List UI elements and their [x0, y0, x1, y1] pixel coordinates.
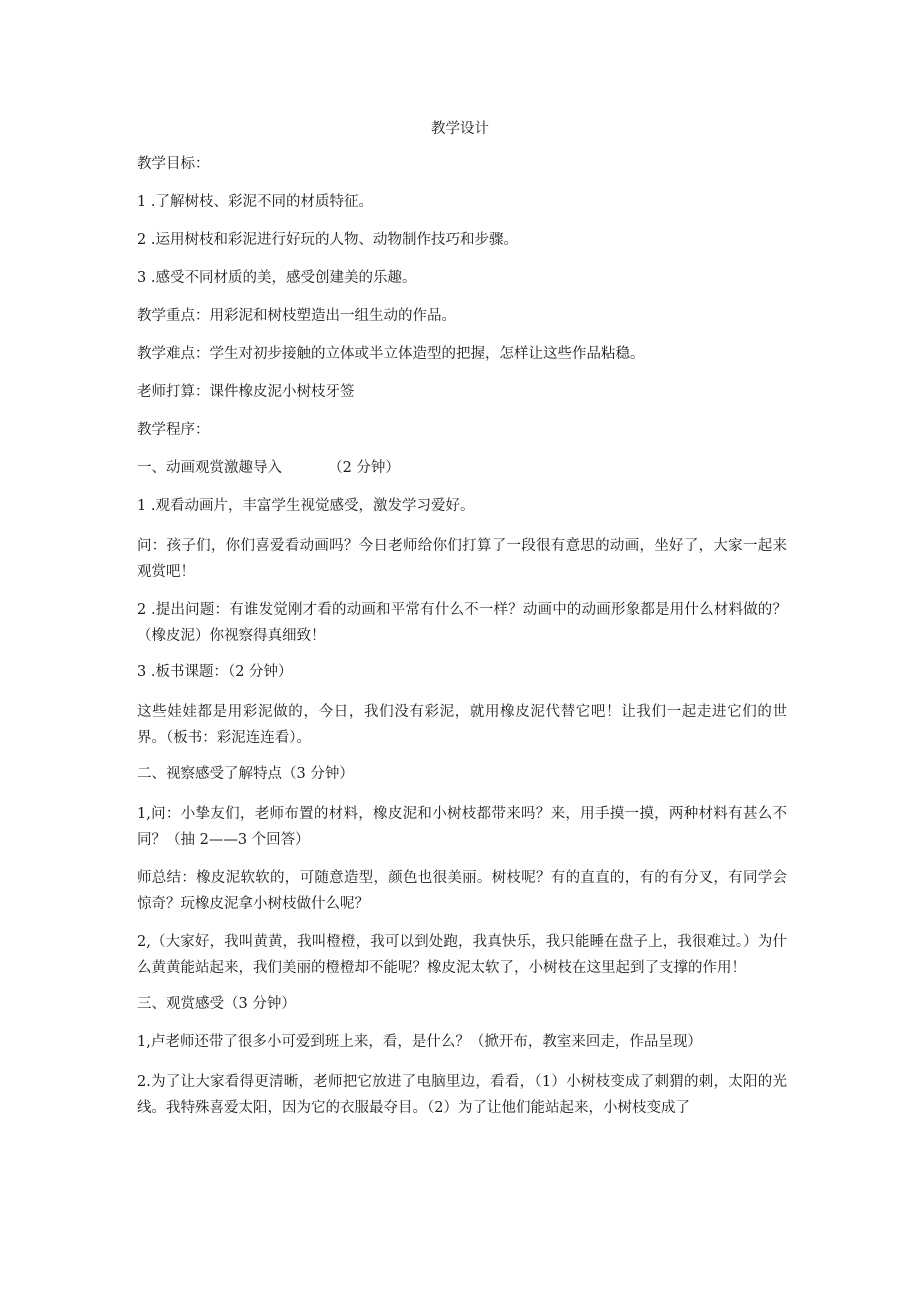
- paragraph-section-2-heading: 二、视察感受了解特点（3 分钟）: [137, 766, 354, 782]
- paragraph-teacher-prep: 老师打算：课件橡皮泥小树枝牙签: [137, 384, 355, 400]
- paragraph-section-1-heading: 一、动画观赏激趣导入 （2 分钟）: [137, 460, 400, 476]
- paragraph-goal-1: 1 .了解树枝、彩泥不同的材质特征。: [137, 194, 373, 210]
- paragraph-key-point: 教学重点：用彩泥和树枝塑造出一组生动的作品。: [137, 308, 456, 324]
- paragraph-section-3-heading: 三、观赏感受（3 分钟）: [137, 996, 296, 1012]
- paragraph-section-3-item-2: 2.为了让大家看得更清晰，老师把它放进了电脑里边，看看，（1）小树枝变成了刺猬的刺，太阳的光线。我特殊喜爱太阳，因为它的衣服最夺目。（2）为了让他们能站起来，小树枝变成了: [137, 1074, 787, 1116]
- paragraph-section-1-question: 问：孩子们，你们喜爱看动画吗？今日老师给你们打算了一段很有意思的动画，坐好了，大家一起来观赏吧！: [137, 538, 787, 580]
- paragraph-section-1-item-2: 2 .提出问题：有谁发觉刚才看的动画和平常有什么不一样？动画中的动画形象都是用什么材料做的？（橡皮泥）你视察得真细致！: [137, 602, 787, 644]
- paragraph-section-1-item-1: 1 .观看动画片，丰富学生视觉感受，激发学习爱好。: [137, 498, 475, 514]
- paragraph-difficulty: 教学难点：学生对初步接触的立体或半立体造型的把握，怎样让这些作品粘稳。: [137, 346, 645, 362]
- paragraph-section-2-item-1: 1,问：小挚友们，老师布置的材料，橡皮泥和小树枝都带来吗？来，用手摸一摸，两种材料有甚么不同？（抽 2——3 个回答）: [137, 806, 787, 848]
- paragraph-section-2-summary: 师总结：橡皮泥软软的，可随意造型，颜色也很美丽。树枝呢？有的直直的，有的有分叉，有同学会惊奇？玩橡皮泥拿小树枝做什么呢？: [137, 870, 787, 912]
- paragraph-section-2-item-2: 2,（大家好，我叫黄黄，我叫橙橙，我可以到处跑，我真快乐，我只能睡在盘子上，我很难过。）为什么黄黄能站起来，我们美丽的橙橙却不能呢？橡皮泥太软了，小树枝在这里起到了支撑的作用！: [137, 934, 787, 976]
- paragraph-goal-2: 2 .运用树枝和彩泥进行好玩的人物、动物制作技巧和步骤。: [137, 232, 518, 248]
- paragraph-procedure-heading: 教学程序：: [137, 422, 210, 438]
- paragraph-teaching-goals-heading: 教学目标：: [137, 156, 210, 172]
- paragraph-goal-3: 3 .感受不同材质的美，感受创建美的乐趣。: [137, 270, 417, 286]
- paragraph-section-1-item-3: 3 .板书课题：（2 分钟）: [137, 664, 293, 680]
- paragraph-section-3-item-1: 1,卢老师还带了很多小可爱到班上来，看，是什么？（掀开布，教室来回走，作品呈现）: [137, 1034, 702, 1050]
- paragraph-section-1-board: 这些娃娃都是用彩泥做的，今日，我们没有彩泥，就用橡皮泥代替它吧！让我们一起走进它们的世界。（板书：彩泥连连看）。: [137, 704, 787, 746]
- document-title: 教学设计: [431, 121, 489, 137]
- document-body: [137, 153, 787, 1133]
